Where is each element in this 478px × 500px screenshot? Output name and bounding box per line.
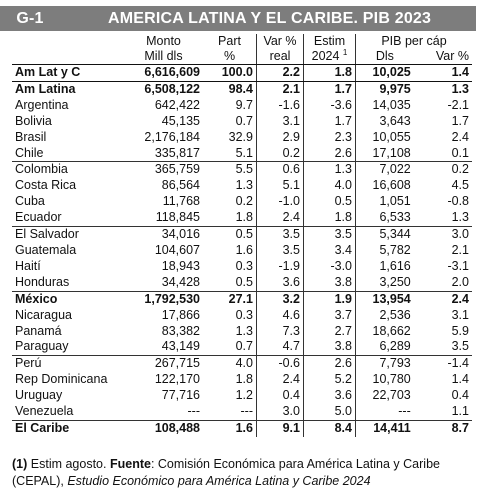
- cell-dls: 14,411: [356, 420, 414, 436]
- cell-part: 0.3: [235, 258, 253, 273]
- cell-monto: 267,715: [154, 356, 200, 371]
- source-text: : Comisión Económica para América Latina y Caribe (CEPAL),: [12, 457, 440, 488]
- table-title: AMERICA LATINA Y EL CARIBE. PIB 2023: [108, 9, 432, 27]
- cell-estim: 4.0: [304, 178, 356, 194]
- cell-estim: 1.9: [304, 291, 356, 307]
- cell-dls: 17,108: [356, 146, 414, 162]
- table-row: [12, 227, 472, 243]
- cell-var: 2.4: [257, 210, 304, 226]
- cell-part: 5.5: [235, 162, 253, 177]
- cell-var: -1.9: [257, 259, 304, 275]
- cell-varp: 1.3: [451, 81, 469, 96]
- cell-monto: 365,759: [154, 162, 200, 177]
- cell-name: Colombia: [15, 162, 68, 177]
- cell-var: 0.2: [257, 146, 304, 162]
- cell-dls: 1,616: [356, 259, 414, 275]
- cell-monto: 104,607: [154, 242, 200, 257]
- cell-dls: 18,662: [356, 324, 414, 340]
- cell-name: El Caribe: [15, 420, 70, 435]
- cell-var: 2.2: [257, 65, 304, 82]
- cell-part: 0.3: [235, 307, 253, 322]
- cell-var: 7.3: [257, 324, 304, 340]
- cell-varp: 2.1: [451, 242, 469, 257]
- cell-monto: 86,564: [161, 178, 200, 193]
- cell-estim: 3.8: [304, 339, 356, 355]
- cell-part: 1.6: [235, 242, 253, 257]
- table-row: [12, 339, 472, 355]
- part-header: Part: [218, 34, 241, 48]
- dls-header: Dls: [356, 49, 414, 65]
- cell-dls: 2,536: [356, 308, 414, 324]
- table-row: [12, 81, 472, 97]
- cell-var: 3.5: [257, 227, 304, 243]
- estim-header: Estim: [304, 34, 356, 49]
- cell-estim: 2.3: [304, 130, 356, 146]
- cell-var: 2.9: [257, 130, 304, 146]
- cell-varp: 3.5: [414, 339, 472, 355]
- cell-monto: 122,170: [154, 372, 200, 387]
- estim-footnote-mark: 1: [342, 49, 348, 57]
- cell-var: 3.5: [257, 243, 304, 259]
- cell-varp: 1.4: [414, 65, 472, 82]
- cell-part: 4.0: [235, 356, 253, 371]
- footnote-mark: (1): [12, 457, 28, 471]
- cell-var: -1.0: [257, 194, 304, 210]
- table-row: [12, 404, 472, 420]
- cell-name: Haití: [15, 258, 41, 273]
- cell-part: 27.1: [228, 291, 253, 306]
- cell-dls: 16,608: [356, 178, 414, 194]
- cell-dls: 1,051: [356, 194, 414, 210]
- table-row: [12, 178, 472, 194]
- cell-monto: 43,149: [124, 339, 203, 355]
- pib-header: PIB per cáp: [356, 34, 473, 49]
- cell-varp: 1.3: [414, 210, 472, 226]
- cell-var: 2.1: [257, 81, 304, 97]
- estim-year: [304, 49, 356, 65]
- cell-dls: ---: [356, 404, 414, 420]
- table-row: [12, 420, 472, 436]
- cell-varp: -3.1: [447, 258, 469, 273]
- table-row: [12, 194, 472, 210]
- cell-monto: 642,422: [154, 97, 200, 112]
- cell-name: Venezuela: [12, 404, 124, 420]
- cell-name: Nicaragua: [15, 307, 72, 322]
- cell-part: 0.5: [235, 227, 253, 242]
- cell-monto: 335,817: [124, 146, 203, 162]
- cell-monto: 6,616,609: [124, 65, 203, 82]
- footnote: [12, 456, 472, 490]
- cell-monto: 18,943: [161, 258, 200, 273]
- cell-name: Am Lat y C: [12, 65, 124, 82]
- cell-estim: -3.6: [304, 98, 356, 114]
- cell-part: 0.2: [235, 194, 253, 209]
- cell-monto: 77,716: [161, 388, 200, 403]
- cell-monto: 108,488: [154, 420, 200, 435]
- cell-varp: 1.1: [414, 404, 472, 420]
- cell-var: 5.1: [257, 178, 304, 194]
- cell-name: Guatemala: [15, 242, 77, 257]
- cell-varp: 8.7: [451, 420, 469, 435]
- table-row: [12, 130, 472, 146]
- cell-part: 0.7: [203, 339, 257, 355]
- table-row: [12, 98, 472, 114]
- cell-name: Honduras: [12, 275, 124, 291]
- cell-monto: 6,508,122: [144, 81, 200, 96]
- header-row-1: [12, 34, 472, 49]
- cell-monto: 17,866: [161, 307, 200, 322]
- cell-part: 0.7: [235, 113, 253, 128]
- cell-estim: 2.7: [304, 324, 356, 340]
- cell-var: 9.1: [257, 420, 304, 436]
- cell-varp: 1.4: [451, 372, 469, 387]
- cell-monto: 34,428: [124, 275, 203, 291]
- table-row: [12, 210, 472, 226]
- cell-part: 32.9: [228, 129, 253, 144]
- part-unit: %: [203, 49, 257, 65]
- cell-part: 1.3: [235, 178, 253, 193]
- cell-estim: -3.0: [304, 259, 356, 275]
- cell-estim: 2.6: [304, 356, 356, 372]
- cell-monto: 11,768: [162, 194, 200, 209]
- cell-dls: 22,703: [356, 388, 414, 404]
- var-unit: real: [257, 49, 304, 65]
- cell-var: 0.4: [257, 388, 304, 404]
- cell-estim: 0.5: [304, 194, 356, 210]
- cell-part: 100.0: [203, 65, 257, 82]
- cell-dls: 10,055: [356, 130, 414, 146]
- footnote-text: Estim agosto.: [27, 457, 110, 471]
- cell-monto: 83,382: [161, 323, 200, 338]
- cell-varp: 1.7: [451, 113, 469, 128]
- cell-name: Rep Dominicana: [15, 372, 108, 387]
- cell-estim: 5.2: [304, 372, 356, 388]
- table-row: [12, 356, 472, 372]
- estim-year-text: 2024: [311, 49, 340, 63]
- table-row: [12, 162, 472, 178]
- cell-name: El Salvador: [15, 227, 79, 242]
- table-row: [12, 65, 472, 82]
- cell-estim: 5.0: [304, 404, 356, 420]
- cell-estim: 3.4: [304, 243, 356, 259]
- table-body: [12, 65, 472, 437]
- cell-var: 3.1: [257, 114, 304, 130]
- header-row-2: [12, 49, 472, 65]
- table-row: [12, 372, 472, 388]
- cell-dls: 5,344: [356, 227, 414, 243]
- cell-dls: 6,533: [356, 210, 414, 226]
- cell-part: 1.8: [235, 372, 253, 387]
- cell-dls: 7,022: [356, 162, 414, 178]
- monto-header: Monto: [146, 34, 181, 48]
- cell-varp: 3.0: [451, 227, 469, 242]
- cell-dls: 13,954: [356, 291, 414, 307]
- cell-name: Argentina: [15, 97, 69, 112]
- cell-dls: 10,025: [356, 65, 414, 82]
- cell-part: 5.1: [203, 146, 257, 162]
- cell-var: 3.6: [257, 275, 304, 291]
- monto-unit: Mill dls: [124, 49, 203, 65]
- cell-name: Panamá: [15, 323, 62, 338]
- cell-dls: 3,643: [356, 114, 414, 130]
- cell-estim: 1.8: [304, 65, 356, 82]
- cell-estim: 3.8: [304, 275, 356, 291]
- cell-monto: 1,792,530: [144, 291, 200, 306]
- cell-part: 1.3: [235, 323, 253, 338]
- cell-dls: 10,780: [356, 372, 414, 388]
- cell-part: 1.8: [203, 210, 257, 226]
- table-row: [12, 114, 472, 130]
- cell-varp: 2.4: [451, 129, 469, 144]
- cell-name: México: [15, 291, 58, 306]
- cell-part: ---: [203, 404, 257, 420]
- cell-var: -1.6: [257, 98, 304, 114]
- cell-estim: 8.4: [304, 420, 356, 436]
- cell-dls: 3,250: [356, 275, 414, 291]
- source-publication: Estudio Económico para América Latina y Caribe 2024: [67, 474, 371, 488]
- cell-part: 98.4: [228, 81, 253, 96]
- cell-monto: 118,845: [124, 210, 203, 226]
- cell-varp: -2.1: [447, 97, 469, 112]
- cell-var: 4.7: [257, 339, 304, 355]
- cell-dls: 14,035: [356, 98, 414, 114]
- cell-estim: 3.6: [304, 388, 356, 404]
- table-row: [12, 146, 472, 162]
- cell-varp: 4.5: [451, 178, 469, 193]
- cell-monto: ---: [124, 404, 203, 420]
- cell-name: Paraguay: [12, 339, 124, 355]
- cell-dls: 7,793: [356, 356, 414, 372]
- cell-monto: 2,176,184: [144, 129, 200, 144]
- table-row: [12, 308, 472, 324]
- cell-varp: 0.4: [451, 388, 469, 403]
- cell-varp: -0.8: [447, 194, 469, 209]
- cell-var: 3.0: [257, 404, 304, 420]
- cell-part: 9.7: [235, 97, 253, 112]
- cell-estim: 1.3: [304, 162, 356, 178]
- cell-var: 3.2: [257, 291, 304, 307]
- cell-dls: 9,975: [356, 81, 414, 97]
- cell-monto: 34,016: [161, 227, 200, 242]
- cell-name: Bolivia: [15, 113, 52, 128]
- gdp-table: [12, 34, 472, 437]
- cell-part: 0.5: [203, 275, 257, 291]
- table-row: [12, 275, 472, 291]
- cell-name: Costa Rica: [15, 178, 77, 193]
- cell-varp: 5.9: [451, 323, 469, 338]
- cell-name: Chile: [12, 146, 124, 162]
- cell-name: Perú: [15, 356, 42, 371]
- cell-var: -0.6: [257, 356, 304, 372]
- cell-varp: 2.4: [451, 291, 469, 306]
- cell-varp: 2.0: [414, 275, 472, 291]
- cell-var: 0.6: [257, 162, 304, 178]
- source-label: Fuente: [109, 457, 151, 471]
- cell-part: 1.2: [235, 388, 253, 403]
- cell-dls: 5,782: [356, 243, 414, 259]
- table-code: G-1: [16, 9, 44, 27]
- cell-estim: 1.7: [304, 114, 356, 130]
- cell-monto: 45,135: [161, 113, 200, 128]
- cell-var: 2.4: [257, 372, 304, 388]
- cell-name: Brasil: [15, 129, 47, 144]
- cell-estim: 3.5: [304, 227, 356, 243]
- table-row: [12, 243, 472, 259]
- cell-part: 1.6: [235, 420, 253, 435]
- table-row: [12, 259, 472, 275]
- cell-estim: 3.7: [304, 308, 356, 324]
- var-header: Var %: [257, 34, 304, 49]
- cell-dls: 6,289: [356, 339, 414, 355]
- cell-estim: 1.8: [304, 210, 356, 226]
- varp-header: Var %: [414, 49, 472, 65]
- cell-name: Uruguay: [15, 388, 63, 403]
- title-bar: [0, 6, 476, 31]
- cell-estim: 2.6: [304, 146, 356, 162]
- cell-name: Cuba: [15, 194, 45, 209]
- cell-name: Ecuador: [12, 210, 124, 226]
- cell-varp: 0.1: [414, 146, 472, 162]
- cell-name: Am Latina: [15, 81, 76, 96]
- cell-varp: 3.1: [451, 307, 469, 322]
- cell-var: 4.6: [257, 308, 304, 324]
- cell-varp: 0.2: [451, 162, 469, 177]
- table-row: [12, 291, 472, 307]
- cell-varp: -1.4: [447, 356, 469, 371]
- table-row: [12, 388, 472, 404]
- table-row: [12, 324, 472, 340]
- cell-estim: 1.7: [304, 81, 356, 97]
